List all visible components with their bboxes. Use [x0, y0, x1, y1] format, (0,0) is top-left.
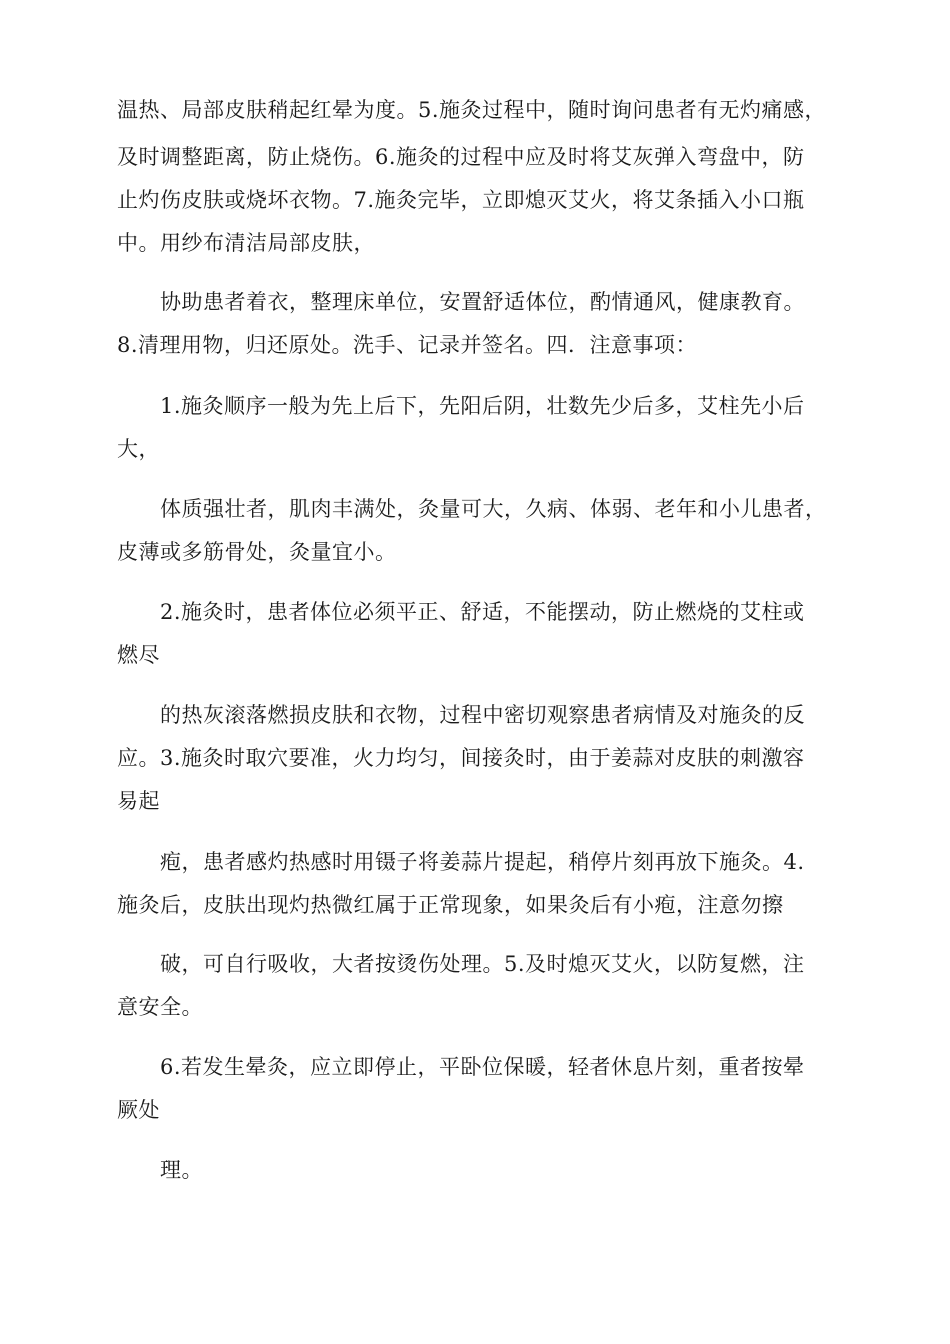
text-line: 皮薄或多筋骨处，灸量宜小。 — [117, 540, 397, 564]
text-line: 止灼伤皮肤或烧坏衣物。7.施灸完毕，立即熄灭艾火，将艾条插入小口瓶 — [117, 188, 805, 212]
text-line: 厥处 — [117, 1098, 160, 1122]
text-line: 意安全。 — [117, 995, 203, 1019]
text-line: 8.清理用物，归还原处。洗手、记录并签名。四．注意事项： — [117, 333, 698, 357]
text-line: 破，可自行吸收，大者按烫伤处理。5.及时熄灭艾火，以防复燃，注 — [160, 952, 805, 976]
text-line: 的热灰滚落燃损皮肤和衣物，过程中密切观察患者病情及对施灸的反 — [160, 703, 805, 727]
text-line: 2.施灸时，患者体位必须平正、舒适，不能摆动，防止燃烧的艾柱或 — [160, 600, 805, 624]
text-line: 协助患者着衣，整理床单位，安置舒适体位，酌情通风，健康教育。 — [160, 290, 805, 314]
text-line: 易起 — [117, 789, 160, 813]
text-line: 燃尽 — [117, 643, 160, 667]
text-line: 大， — [117, 437, 160, 461]
text-line: 6.若发生晕灸，应立即停止，平卧位保暖，轻者休息片刻，重者按晕 — [160, 1055, 805, 1079]
text-line: 应。3.施灸时取穴要准，火力均匀，间接灸时，由于姜蒜对皮肤的刺激容 — [117, 746, 805, 770]
text-line: 体质强壮者，肌肉丰满处，灸量可大，久病、体弱、老年和小儿患者， — [160, 497, 827, 521]
text-line: 中。用纱布清洁局部皮肤， — [117, 231, 375, 255]
text-line: 1.施灸顺序一般为先上后下，先阳后阴，壮数先少后多，艾柱先小后 — [160, 394, 805, 418]
text-line: 理。 — [160, 1158, 203, 1182]
text-line: 温热、局部皮肤稍起红晕为度。5.施灸过程中，随时询问患者有无灼痛感， — [117, 98, 827, 122]
text-line: 施灸后，皮肤出现灼热微红属于正常现象，如果灸后有小疱，注意勿擦 — [117, 893, 784, 917]
text-line: 疱，患者感灼热感时用镊子将姜蒜片提起，稍停片刻再放下施灸。4. — [160, 850, 805, 874]
text-line: 及时调整距离，防止烧伤。6.施灸的过程中应及时将艾灰弹入弯盘中，防 — [117, 145, 805, 169]
